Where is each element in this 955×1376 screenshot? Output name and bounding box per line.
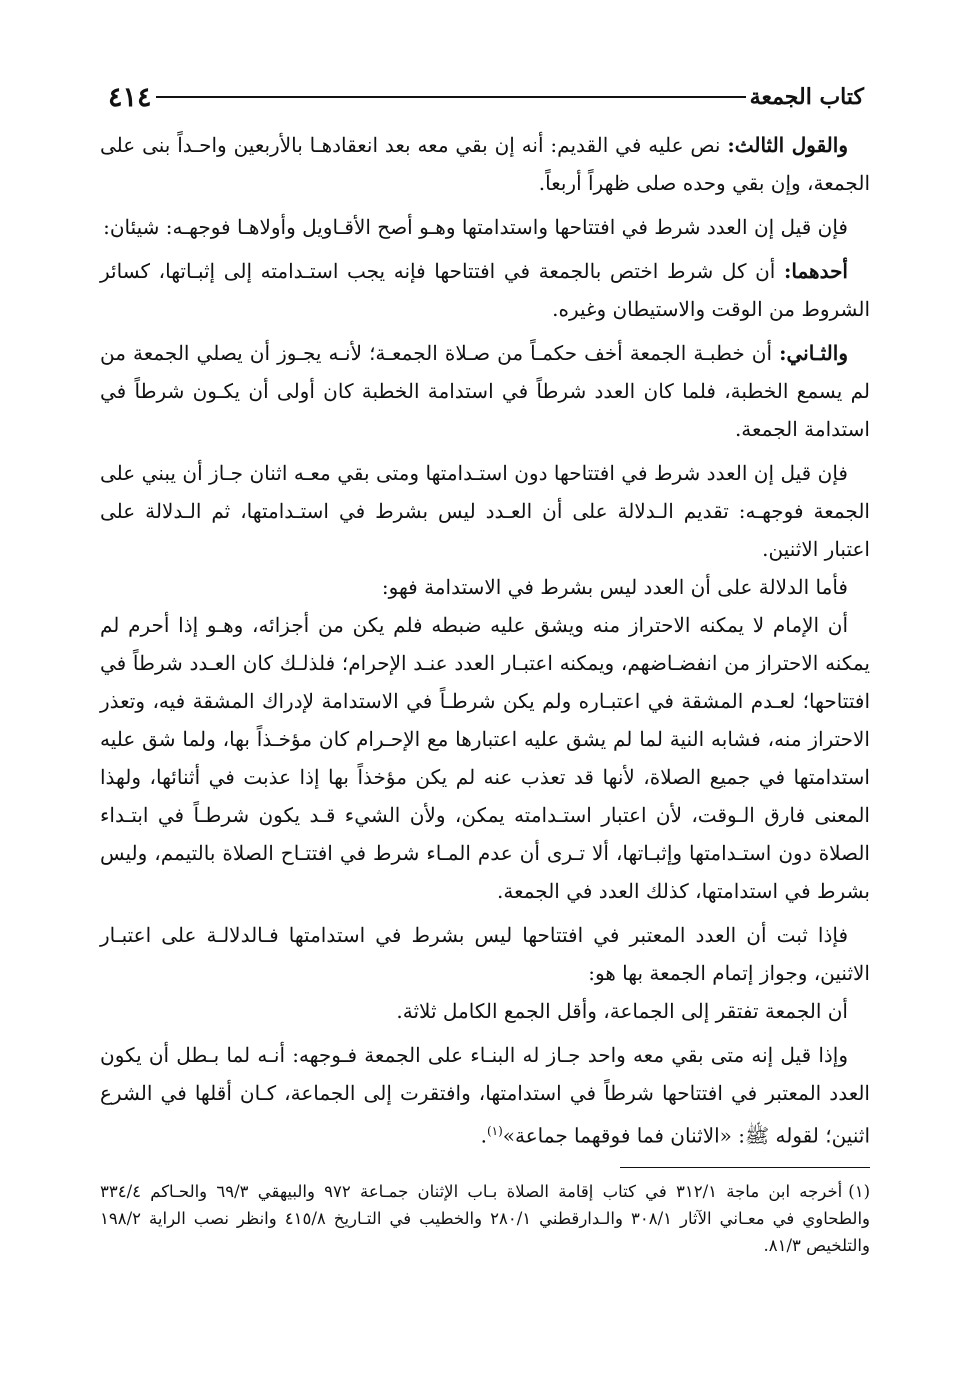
paragraph-lead: والثـاني:: [779, 341, 848, 365]
paragraph-tail: .: [480, 1123, 487, 1148]
paragraph-text: فإذا ثبت أن العدد المعتبر في افتتاحها ليس بشرط في استدامتها فـالدلالـة على اعتبـار الاثنين، وجواز إتمام الجمعة بها هو:: [100, 923, 870, 985]
paragraph-lead: والقول الثالث:: [727, 133, 848, 157]
paragraph: [100, 252, 870, 328]
paragraph: [100, 916, 870, 992]
paragraph-text: أن خطبـة الجمعة أخف حكمـاً من صـلاة الجمعـة؛ لأنـه يجـوز أن يصلي الجمعة من لم يسمع الخطبة، فلما كان العدد شرطاً في استدامة الخطبة كان أولى أن يكـون شرطاً في استدامة الجمعة.: [100, 341, 870, 441]
page-header: [100, 74, 870, 120]
paragraph: [100, 606, 870, 910]
paragraph-text: وإذا قيل إنه متى بقي معه واحد جـاز له البنـاء على الجمعة فـوجهه: أنـه لما بـطل أن يكون العدد المعتبر في افتتاحها شرطاً في استدامتها، وافتقرت إلى الجماعة، كـان أقلها في الشرع اثنين؛ لقوله ﷺ: «الاثنان فما فوقهما جماعة»: [100, 1043, 870, 1148]
body-text: [100, 126, 870, 1155]
footnote-rule: [620, 1167, 870, 1168]
paragraph-text: فإن قيل إن العدد شرط في افتتاحها دون استـدامتها ومتى بقي معـه اثنان جـاز أن يبني على الجمعة فوجهـه: تقديم الـدلالة على أن العـدد ليس بشرط في استـدامتها، ثم الـدلالة على اعتبار الاثنين.: [100, 461, 870, 561]
paragraph: [100, 992, 870, 1030]
page-number: ٤١٤: [108, 81, 152, 113]
book-page: [100, 74, 870, 1259]
paragraph-lead: أحدهما:: [783, 259, 848, 283]
paragraph-text: أن كل شرط اختص بالجمعة في افتتاحها فإنه يجب استـدامته إلى إثبـاتها، كسائر الشروط من الوقت والاستيطان وغيره.: [100, 259, 870, 321]
paragraph: [100, 454, 870, 568]
paragraph: [100, 568, 870, 606]
paragraph: [100, 208, 870, 246]
paragraph-text: فإن قيل إن العدد شرط في افتتاحها واستدامتها وهـو أصح الأقـاويل وأولاهـا فوجهـه: شيئان:: [103, 215, 848, 239]
paragraph: [100, 1036, 870, 1155]
paragraph-text: نص عليه في القديم: أنه إن بقي معه بعد انعقادهـا بالأربعين واحـداً بنى على الجمعة، وإن بقي وحده صلى ظهراً أربعاً.: [100, 133, 870, 195]
footnote-marker: (١): [848, 1181, 870, 1201]
book-title: كتاب الجمعة: [749, 84, 864, 110]
paragraph: [100, 126, 870, 202]
header-rule: [156, 96, 746, 98]
paragraph-text: أن الإمام لا يمكنه الاحتراز منه ويشق عليه ضبطه فلم يكن من أجزائه، وهـو إذا أحرم لم يمكنه الاحتراز من انفضـاضهم، ويمكنه اعتبـار العدد عنـد الإحرام؛ فلذلـك كان العـدد شرطاً في افتتاحها؛ لعـدم المشقة في اعتبـاره ولم يكن شرطـاً في الاستدامة لإدراك المشقة فيه، وتعذر الاحتراز منه، فشابه النية لما لم يشق عليه اعتبارها مع الإحـرام كان مؤخـذاً بها، ولما شق عليه استدامتها في جميع الصلاة، لأنها قد تعذب عنه لم يكن مؤخذاً بها إذا عذبت في أثنائها، ولهذا المعنى فارق الـوقت، لأن اعتبار استـدامته يمكن، ولأن الشيء قـد يكون شرطـاً في ابتـداء الصلاة دون استـدامتها وإثبـاتها، ألا تـرى أن عدم المـاء شرط في افتتـاح الصلاة بالتيمم، وليس بشرط في استدامتها، كذلك العدد في الجمعة.: [100, 613, 871, 903]
paragraph-text: فأما الدلالة على أن العدد ليس بشرط في الاستدامة فهو:: [381, 575, 848, 599]
paragraph: [100, 334, 870, 448]
footnote-reference: (١): [486, 1124, 503, 1138]
footnote: [100, 1178, 870, 1259]
paragraph-text: أن الجمعة تفتقر إلى الجماعة، وأقل الجمع الكامل ثلاثة.: [396, 999, 848, 1023]
footnote-text: أخرجه ابن ماجة ٣١٢/١ في كتاب إقامة الصلاة بـاب الإثنان جمـاعة ٩٧٢ والبيهقي ٦٩/٣ والحـاكم ٣٣٤/٤ والطحاوي في معـاني الآثار ٣٠٨/١ والـدارقطني ٢٨٠/١ والخطيب في التـاريخ ٤١٥/٨ وانظر نصب الراية ١٩٨/٢ والتلخيص ٨١/٣.: [100, 1181, 871, 1255]
